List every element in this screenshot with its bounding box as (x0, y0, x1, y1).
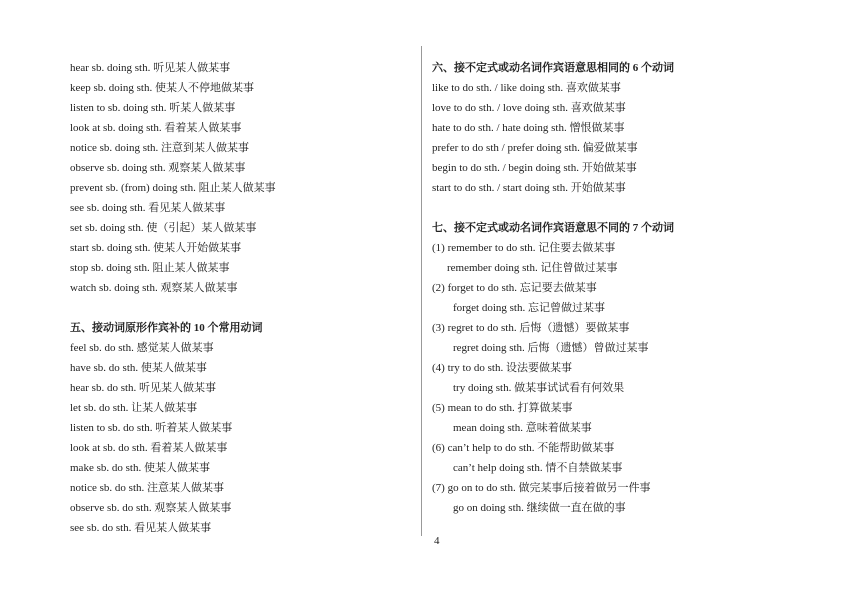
phrase-line: (5) mean to do sth. 打算做某事 (432, 402, 573, 414)
phrase-line: remember doing sth. 记住曾做过某事 (447, 262, 618, 274)
phrase-line: regret doing sth. 后悔（遗憾）曾做过某事 (453, 342, 649, 354)
section-heading-7: 七、接不定式或动名词作宾语意思不同的 7 个动词 (432, 222, 674, 234)
phrase-line: (3) regret to do sth. 后悔（遗憾）要做某事 (432, 322, 630, 334)
spacer (70, 298, 400, 318)
phrase-line: stop sb. doing sth. 阻止某人做某事 (70, 262, 230, 274)
phrase-line: start sb. doing sth. 使某人开始做某事 (70, 242, 242, 254)
phrase-line: (4) try to do sth. 设法要做某事 (432, 362, 572, 374)
phrase-line: make sb. do sth. 使某人做某事 (70, 462, 210, 474)
phrase-line: love to do sth. / love doing sth. 喜欢做某事 (432, 102, 626, 114)
phrase-line: listen to sb. do sth. 听着某人做某事 (70, 422, 233, 434)
phrase-line: start to do sth. / start doing sth. 开始做某事 (432, 182, 626, 194)
phrase-line: hear sb. do sth. 听见某人做某事 (70, 382, 217, 394)
phrase-line: (6) can’t help to do sth. 不能帮助做某事 (432, 442, 615, 454)
phrase-line: forget doing sth. 忘记曾做过某事 (453, 302, 605, 314)
right-column (432, 58, 812, 518)
page-number: 4 (434, 535, 440, 547)
phrase-line: begin to do sth. / begin doing sth. 开始做某事 (432, 162, 637, 174)
phrase-line: observe sb. doing sth. 观察某人做某事 (70, 162, 246, 174)
phrase-line: see sb. do sth. 看见某人做某事 (70, 522, 212, 534)
phrase-line: observe sb. do sth. 观察某人做某事 (70, 502, 232, 514)
phrase-list-c (432, 78, 812, 198)
phrase-line: go on doing sth. 继续做一直在做的事 (453, 502, 626, 514)
phrase-line: look at sb. do sth. 看着某人做某事 (70, 442, 228, 454)
phrase-line: can’t help doing sth. 情不自禁做某事 (453, 462, 623, 474)
phrase-line: feel sb. do sth. 感觉某人做某事 (70, 342, 214, 354)
phrase-list-d (432, 238, 812, 518)
section-heading-5: 五、接动词原形作宾补的 10 个常用动词 (70, 322, 263, 334)
phrase-line: notice sb. do sth. 注意某人做某事 (70, 482, 224, 494)
phrase-line: have sb. do sth. 使某人做某事 (70, 362, 207, 374)
phrase-line: hear sb. doing sth. 听见某人做某事 (70, 62, 231, 74)
phrase-line: prefer to do sth / prefer doing sth. 偏爱做某事 (432, 142, 638, 154)
phrase-line: (2) forget to do sth. 忘记要去做某事 (432, 282, 597, 294)
section-heading-6: 六、接不定式或动名词作宾语意思相同的 6 个动词 (432, 62, 674, 74)
phrase-line: hate to do sth. / hate doing sth. 憎恨做某事 (432, 122, 625, 134)
phrase-line: set sb. doing sth. 使（引起）某人做某事 (70, 222, 257, 234)
phrase-line: listen to sb. doing sth. 听某人做某事 (70, 102, 236, 114)
spacer (432, 198, 812, 218)
phrase-line: keep sb. doing sth. 使某人不停地做某事 (70, 82, 254, 94)
column-divider (421, 46, 422, 536)
phrase-line: watch sb. doing sth. 观察某人做某事 (70, 282, 238, 294)
phrase-line: (1) remember to do sth. 记住要去做某事 (432, 242, 616, 254)
phrase-line: look at sb. doing sth. 看着某人做某事 (70, 122, 242, 134)
phrase-list-b (70, 338, 400, 538)
phrase-list-a (70, 58, 400, 298)
phrase-line: notice sb. doing sth. 注意到某人做某事 (70, 142, 250, 154)
phrase-line: mean doing sth. 意味着做某事 (453, 422, 592, 434)
phrase-line: see sb. doing sth. 看见某人做某事 (70, 202, 226, 214)
phrase-line: (7) go on to do sth. 做完某事后接着做另一件事 (432, 482, 651, 494)
phrase-line: try doing sth. 做某事试试看有何效果 (453, 382, 625, 394)
phrase-line: let sb. do sth. 让某人做某事 (70, 402, 198, 414)
phrase-line: prevent sb. (from) doing sth. 阻止某人做某事 (70, 182, 276, 194)
phrase-line: like to do sth. / like doing sth. 喜欢做某事 (432, 82, 621, 94)
left-column (70, 58, 400, 538)
